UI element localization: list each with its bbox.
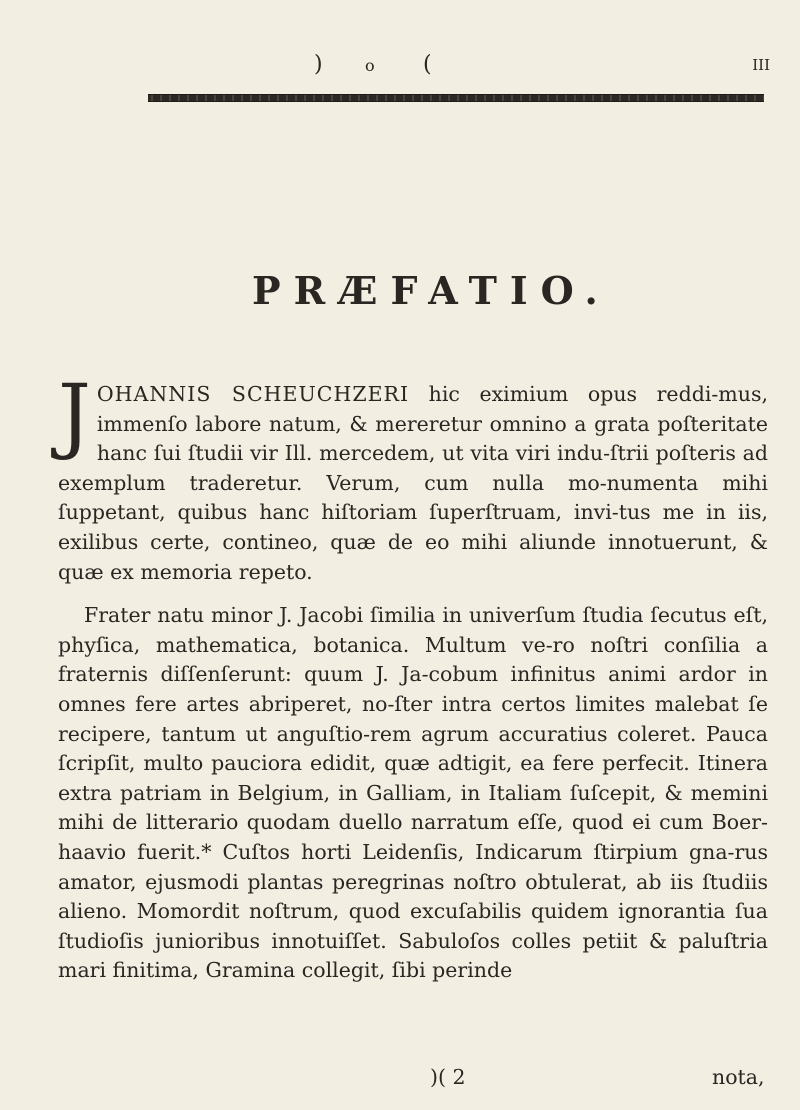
paragraph-1-lead: OHANNIS SCHEUCHZERI [96, 382, 410, 406]
running-head [0, 52, 800, 82]
ornamental-rule [148, 94, 764, 102]
page-title: PRÆFATIO. [252, 268, 611, 313]
catchword: nota, [712, 1065, 765, 1089]
paragraph-1-text: hic eximium opus reddi-mus, immenſo labore natum, & mereretur omnino a grata poſteritate hanc ſui ſtudii vir Ill. mercedem, ut vita viri indu-ſtrii poſteris ad exemplum traderetur. Verum, cum nulla mo-numenta mihi ſuppetant, quibus hanc hiſtoriam ſuperſtruam, invi-tus me in iis, exilibus certe, contineo, quæ de eo mihi aliunde innotuerunt, & quæ ex memoria repeto. [58, 382, 768, 584]
drop-cap: J [58, 368, 91, 463]
running-head-center-mark: o [365, 56, 375, 75]
paragraph-1 [58, 368, 768, 587]
running-head-right-mark: ( [423, 52, 432, 77]
paragraph-2: Frater natu minor J. Jacobi ſimilia in univerſum ſtudia ſecutus eſt, phyſica, mathematica, botanica. Multum ve-ro noſtri conſilia a fraternis diſſenſerunt: quum J. Ja-cobum infinitus animi ardor in omnes fere artes abriperet, no-ſter intra certos limites malebat ſe recipere, tantum ut anguſtio-rem agrum accuratius coleret. Pauca ſcripſit, multo pauciora edidit, quæ adtigit, ea fere perfecit. Itinera extra patriam in Belgium, in Galliam, in Italiam ſuſcepit, & memini mihi de litterario quodam duello narratum eſſe, quod ei cum Boer-haavio fuerit.* Cuſtos horti Leidenſis, Indicarum ſtirpium gna-rus amator, ejusmodi plantas peregrinas noſtro obtulerat, ab iis ſtudiis alieno. Momordit noſtrum, quod excuſabilis quidem ignorantia ſua ſtudioſis junioribus innotuiſſet. Sabuloſos colles petiit & paluſtria mari finitima, Gramina collegit, ſibi perinde [58, 603, 768, 983]
signature-mark: )( 2 [430, 1065, 466, 1089]
body-text [58, 368, 768, 986]
running-head-left-mark: ) [314, 52, 323, 77]
page-footer [0, 1065, 800, 1095]
page-number: III [752, 56, 770, 74]
